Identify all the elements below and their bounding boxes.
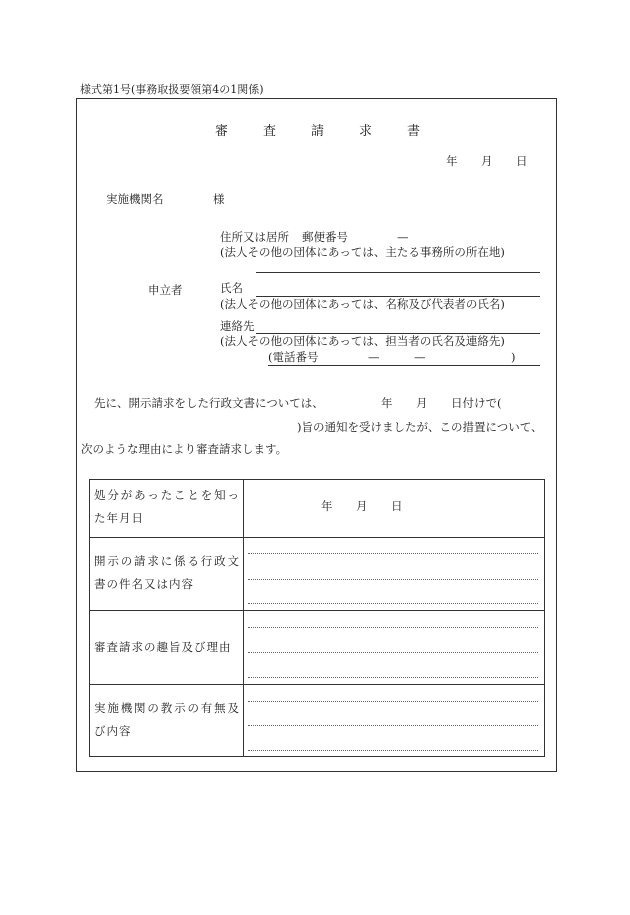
body-date-suffix: 日付けで(: [451, 396, 502, 410]
row-label-instruction: 実施機関の教示の有無及び内容: [94, 701, 240, 738]
phone-label: (電話番号: [268, 350, 319, 364]
address-label: 住所又は居所: [220, 230, 289, 244]
date-day-label: 日: [516, 154, 528, 168]
title-char: 査: [263, 124, 277, 139]
date-year-label: 年: [446, 154, 458, 168]
body-month-label: 月: [416, 396, 428, 410]
postal-code-label: 郵便番号: [302, 230, 348, 244]
table-row-divider: [90, 537, 544, 538]
phone-dash: —: [414, 350, 426, 364]
address-note: (法人その他の団体にあっては、主たる事務所の所在地): [220, 245, 505, 259]
row-label-purpose-reason: 審査請求の趣旨及び理由: [94, 640, 232, 654]
body-line-2: )旨の通知を受けましたが、この措置について、: [297, 420, 543, 434]
address-underline: [256, 272, 540, 273]
row-label-document-title: 開示の請求に係る行政文書の件名又は内容: [94, 554, 240, 591]
contact-label: 連絡先: [220, 319, 255, 333]
body-line-3: 次のような理由により審査請求します。: [81, 442, 288, 456]
postal-code-dash: —: [397, 230, 409, 244]
date-month-label: 月: [481, 154, 493, 168]
writing-line: [248, 627, 538, 628]
body-year-label: 年: [381, 396, 393, 410]
phone-close-paren: ): [511, 350, 516, 364]
row-label-notice-date: 処分があったことを知った年月日: [94, 488, 240, 525]
writing-line: [248, 725, 538, 726]
table-row-divider: [90, 684, 544, 685]
writing-line: [248, 579, 538, 580]
form-number: 様式第1号(事務取扱要領第4の1関係): [80, 83, 264, 96]
row1-year-label: 年: [321, 499, 333, 513]
body-line-1: 先に、開示請求をした行政文書については、: [94, 396, 324, 410]
applicant-label: 申立者: [148, 283, 183, 297]
row1-day-label: 日: [391, 499, 403, 513]
phone-underline: [268, 365, 540, 366]
writing-line: [248, 603, 538, 604]
name-note: (法人その他の団体にあっては、名称及び代表者の氏名): [220, 297, 505, 311]
contact-note: (法人その他の団体にあっては、担当者の氏名及連絡先): [220, 334, 505, 348]
writing-line: [248, 553, 538, 554]
title-char: 審: [215, 124, 229, 139]
writing-line: [248, 750, 538, 751]
institution-name-label: 実施機関名: [106, 192, 164, 206]
writing-line: [248, 652, 538, 653]
title-char: 書: [407, 124, 421, 139]
writing-line: [248, 701, 538, 702]
name-label: 氏名: [220, 281, 243, 295]
title-char: 求: [359, 124, 373, 139]
phone-dash: —: [368, 350, 380, 364]
table-column-divider: [243, 480, 244, 756]
row1-month-label: 月: [356, 499, 368, 513]
table-row-divider: [90, 610, 544, 611]
honorific-label: 様: [213, 192, 225, 206]
title-char: 請: [311, 124, 325, 139]
writing-line: [248, 677, 538, 678]
